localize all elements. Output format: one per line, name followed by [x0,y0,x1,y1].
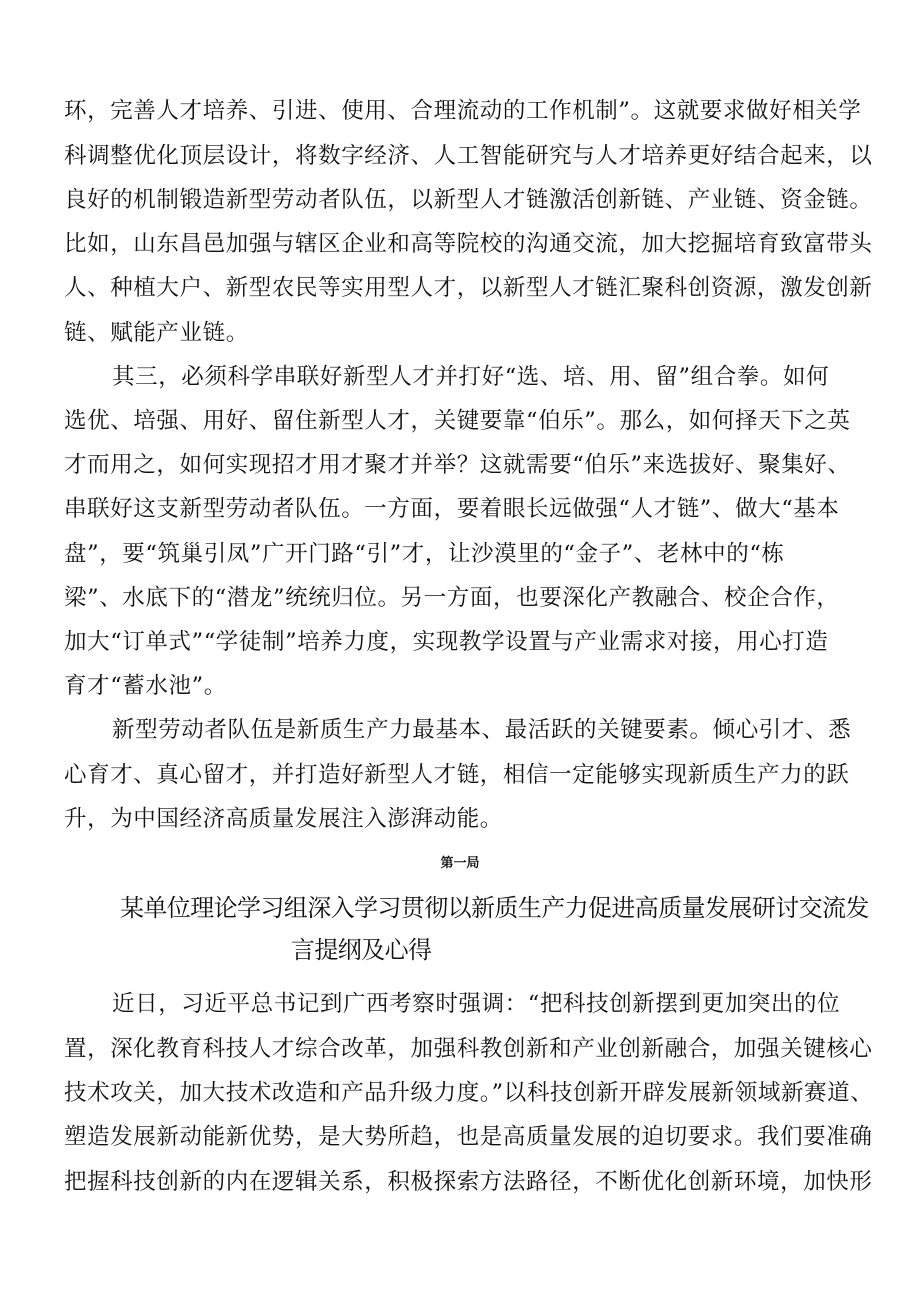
paragraph-line: 环，完善人才培养、引进、使用、合理流动的工作机制”。这就要求做好相关学 [64,98,862,124]
paragraph-line: 科调整优化顶层设计，将数字经济、人工智能研究与人才培养更好结合起来，以 [64,143,873,169]
title-line: 言提纲及心得 [291,936,432,964]
paragraph-line: 良好的机制锻造新型劳动者队伍，以新型人才链激活创新链、产业链、资金链。 [64,187,873,213]
paragraph-line: 塑造发展新动能新优势，是大势所趋，也是高质量发展的迫切要求。我们要准确 [64,1124,873,1150]
paragraph-line: 新型劳动者队伍是新质生产力最基本、最活跃的关键要素。倾心引才、悉 [112,717,852,743]
paragraph-line: 才而用之，如何实现招才用才聚才并举？这就需要“伯乐”来选拔好、聚集好、 [64,452,851,478]
paragraph-line: 比如，山东昌邑加强与辖区企业和高等院校的沟通交流，加大挖掘培育致富带头 [64,231,873,257]
paragraph-line: 置，深化教育科技人才综合改革，加强科教创新和产业创新融合，加强关键核心 [64,1036,873,1062]
paragraph-line: 近日，习近平总书记到广西考察时强调：“把科技创新摆到更加突出的位 [112,991,841,1017]
paragraph-line: 升，为中国经济高质量发展注入澎湃动能。 [64,806,503,832]
paragraph-line: 盘”，要“筑巢引凤”广开门路“引”才，让沙漠里的“金子”、老林中的“栋 [64,541,785,567]
paragraph-line: 人、种植大户、新型农民等实用型人才，以新型人才链汇聚科创资源，激发创新 [64,275,873,301]
paragraph-line: 技术攻关，加大技术改造和产品升级力度。”以科技创新开辟发展新领域新赛道、 [64,1080,874,1106]
paragraph-line: 心育才、真心留才，并打造好新型人才链，相信一定能够实现新质生产力的跃 [64,762,850,788]
paragraph-line: 其三，必须科学串联好新型人才并打好“选、培、用、留”组合拳。如何 [112,364,830,390]
paragraph-line: 育才“蓄水池”。 [64,673,227,699]
paragraph-line: 链、赋能产业链。 [64,320,249,346]
paragraph-line: 加大“订单式”“学徒制”培养力度，实现教学设置与产业需求对接，用心打造 [64,629,829,655]
paragraph-line: 梁”、水底下的“潜龙”统统归位。另一方面，也要深化产教融合、校企合作， [64,585,840,611]
paragraph-line: 把握科技创新的内在逻辑关系，积极探索方法路径，不断优化创新环境，加快形 [64,1169,873,1195]
title-line: 某单位理论学习组深入学习贯彻以新质生产力促进高质量发展研讨交流发 [120,894,869,922]
paragraph-line: 选优、培强、用好、留住新型人才，关键要靠“伯乐”。那么，如何择天下之英 [64,408,851,434]
paragraph-line: 串联好这支新型劳动者队伍。一方面，要着眼长远做强“人才链”、做大“基本 [64,496,840,522]
section-label: 第一局 [440,856,480,871]
